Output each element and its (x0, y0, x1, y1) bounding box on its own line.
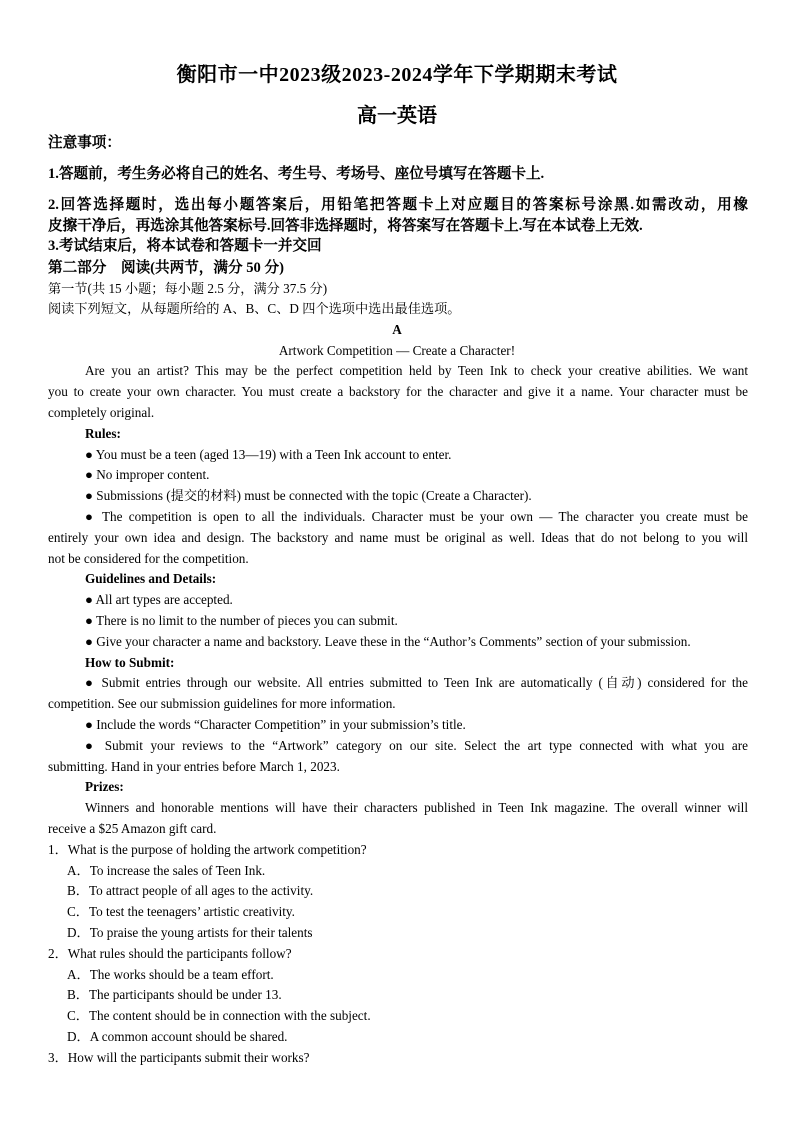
passage-letter: A (392, 322, 402, 337)
question-3-stem: 3．How will the participants submit their works? (48, 1050, 310, 1065)
question-1-option-b: B．To attract people of all ages to the activity. (67, 883, 314, 898)
rule-2: ● No improper content. (85, 467, 210, 482)
rule-1: ● You must be a teen (aged 13—19) with a Teen Ink account to enter. (85, 447, 452, 462)
question-2-option-c: C．The content should be in connection with the subject. (67, 1008, 371, 1023)
guideline-2: ● There is no limit to the number of pieces you can submit. (85, 613, 398, 628)
passage-p1-line-3: completely original. (48, 405, 155, 420)
note-2-line-2: 皮擦干净后，再选涂其他答案标号.回答非选择题时，将答案写在答题卡上.写在本试卷上无效. (48, 218, 643, 234)
section-heading: 第一节(共 15 小题；每小题 2.5 分，满分 37.5 分) (48, 281, 328, 296)
guideline-1: ● All art types are accepted. (85, 592, 233, 607)
howto-1-line-2: competition. See our submission guidelines for more information. (48, 696, 396, 711)
howto-3-line-1: ● Submit your reviews to the “Artwork” category on our site. Select the art type connected with what you are (85, 738, 748, 753)
section-instruction: 阅读下列短文，从每题所给的 A、B、C、D 四个选项中选出最佳选项。 (48, 301, 461, 316)
question-2-option-b: B．The participants should be under 13. (67, 987, 282, 1002)
question-1-stem: 1．What is the purpose of holding the artwork competition? (48, 842, 367, 857)
howto-heading: How to Submit: (85, 655, 175, 670)
prizes-line-1: Winners and honorable mentions will have their characters published in Teen Ink magazine. The overall winner will (85, 800, 748, 815)
prizes-line-2: receive a $25 Amazon gift card. (48, 821, 217, 836)
note-3: 3.考试结束后，将本试卷和答题卡一并交回 (48, 238, 322, 254)
rules-heading: Rules: (85, 426, 121, 441)
note-1: 1.答题前，考生务必将自己的姓名、考生号、考场号、座位号填写在答题卡上. (48, 166, 545, 182)
exam-title: 衡阳市一中2023级2023-2024学年下学期期末考试 (176, 64, 618, 86)
guideline-3: ● Give your character a name and backstory. Leave these in the “Author’s Comments” section of your submission. (85, 634, 691, 649)
rule-4-line-3: not be considered for the competition. (48, 551, 249, 566)
howto-1-line-1: ● Submit entries through our website. All entries submitted to Teen Ink are automatically (自动) considered for the (85, 675, 748, 690)
rule-4-line-1: ● The competition is open to all the individuals. Character must be your own — The character you create must be (85, 509, 748, 524)
question-2-option-d: D．A common account should be shared. (67, 1029, 288, 1044)
question-2-stem: 2．What rules should the participants follow? (48, 946, 292, 961)
rule-4-line-2: entirely your own idea and design. The backstory and name must be original as well. Ideas that do not belong to you will (48, 530, 748, 545)
question-1-option-a: A．To increase the sales of Teen Ink. (67, 863, 266, 878)
question-1-option-d: D．To praise the young artists for their talents (67, 925, 313, 940)
note-2-line-1: 2.回答选择题时，选出每小题答案后，用铅笔把答题卡上对应题目的答案标号涂黑.如需改动，用橡 (48, 197, 748, 213)
passage-p1-line-1: Are you an artist? This may be the perfect competition held by Teen Ink to check your creative abilities. We want (85, 363, 748, 378)
question-1-option-c: C．To test the teenagers’ artistic creativity. (67, 904, 295, 919)
howto-3-line-2: submitting. Hand in your entries before March 1, 2023. (48, 759, 340, 774)
rule-3: ● Submissions (提交的材料) must be connected with the topic (Create a Character). (85, 488, 532, 503)
question-2-option-a: A．The works should be a team effort. (67, 967, 274, 982)
passage-p1-line-2: you to create your own character. You must create a backstory for the character and give it a name. Your character must be (48, 384, 748, 399)
part-heading: 第二部分 阅读(共两节，满分 50 分) (48, 260, 284, 276)
exam-subject: 高一英语 (357, 105, 437, 127)
howto-2: ● Include the words “Character Competition” in your submission’s title. (85, 717, 466, 732)
prizes-heading: Prizes: (85, 779, 124, 794)
guidelines-heading: Guidelines and Details: (85, 571, 217, 586)
passage-title: Artwork Competition — Create a Character! (278, 343, 516, 358)
notes-heading: 注意事项： (48, 135, 121, 151)
